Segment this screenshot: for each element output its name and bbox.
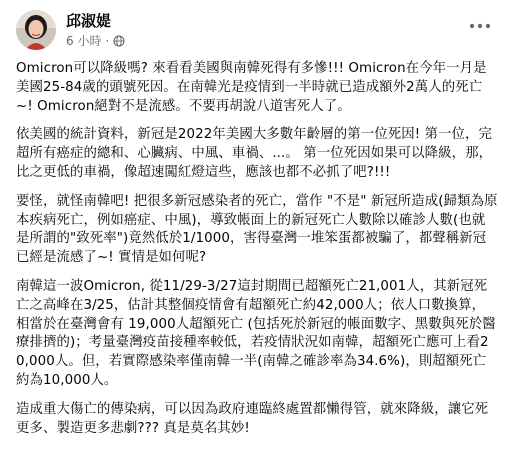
post-paragraph-3: 要怪，就怪南韓吧! 把很多新冠感染者的死亡，當作 "不是" 新冠所造成(歸類為原本疾病死亡，例如癌症、中風)，導致帳面上的新冠死亡人數除以確診人數(也就是所謂的"致死率")竟然低於1/1000，害得臺灣一堆笨蛋都被騙了，都聲稱新冠已經是流感了~! 實情是如何呢? — [16, 193, 498, 266]
post-body — [16, 60, 498, 448]
post-paragraph-4: 南韓這一波Omicron, 從11/29-3/27這封期間已超額死亡21,001人，其新冠死亡之高峰在3/25，估計其整個疫情會有超額死亡約42,000人；依人口數換算，相當於在臺灣會有 19,000人超額死亡 (包括死於新冠的帳面數字、黑數與死於醫療排擠的)；考量臺灣疫苗接種率較低，若疫情狀況如南韓，超額死亡應可上看20,000人。但，若實際感染率僅南韓一半(南韓之確診率為34.6%)，則超額死亡約為10,000人。 — [16, 278, 496, 388]
post-header — [16, 8, 496, 52]
avatar-image — [16, 10, 56, 50]
post-paragraph-5: 造成重大傷亡的傳染病，可以因為政府連臨終處置都懶得管，就來降級，讓它死更多、製造更多悲劇??? 真是莫名其妙! — [16, 401, 489, 436]
post-meta — [66, 32, 125, 49]
post-timestamp[interactable]: 6 小時 — [66, 34, 102, 48]
author-avatar[interactable] — [16, 10, 56, 50]
post-paragraph-2: 依美國的統計資料，新冠是2022年美國大多數年齡層的第一位死因! 第一位，完超所有癌症的總和、心臟病、中風、車禍、...。 第一位死因如果可以降級，那，比之更低的車禍，像超速闖紅燈這些，應該也都不必抓了吧?!!! — [16, 127, 493, 180]
author-name[interactable]: 邱淑媞 — [66, 12, 112, 30]
more-horizontal-icon[interactable] — [466, 16, 494, 36]
globe-icon[interactable] — [113, 35, 125, 47]
post-paragraph-1: Omicron可以降級嗎? 來看看美國與南韓死得有多慘!!! Omicron在今年一月是美國25-84歲的頭號死因。在南韓光是疫情到一半時就已造成額外2萬人的死亡~! Omicron絕對不是流感。不要再胡說八道害死人了。 — [16, 61, 487, 114]
meta-separator: · — [105, 33, 110, 48]
